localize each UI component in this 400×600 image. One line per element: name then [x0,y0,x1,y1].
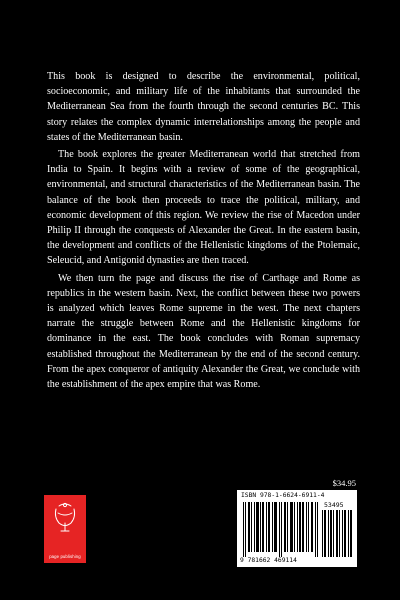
price-code-number: 53495 [324,501,344,509]
publisher-logo [44,495,86,563]
ean-digits: 9 781662 469114 [240,557,297,564]
ean-barcode-bars [243,502,319,557]
blurb-paragraph-3: We then turn the page and discuss the rise of Carthage and Rome as republics in the western basin. Next, the conflict between these two powers is analyzed which leaves Rome supreme in the west. The next chapters narrate the struggle between Rome and the Hellenistic kingdoms for dominance in the east. The book concludes with Roman supremacy established throughout the Mediterranean by the end of the second century. From the apex conqueror of antiquity Alexander the Great, we conclude with the establishment of the apex empire that was Rome. [47,272,360,391]
publisher-name: page publishing [49,554,81,559]
isbn-number: ISBN 978-1-6624-6911-4 [241,492,325,499]
isbn-barcode [237,490,357,567]
publisher-emblem-icon [44,495,86,545]
price-label: $34.95 [332,478,356,488]
back-cover-blurb [47,69,360,392]
blurb-paragraph-1: This book is designed to describe the environmental, political, socioeconomic, and military life of the inhabitants that surrounded the Mediterranean Sea from the fourth through the second centuries BC. This story relates the complex dynamic interrelationships among the people and states of the Mediterranean basin. [47,71,360,143]
price-code-bars [322,510,352,557]
blurb-paragraph-2: The book explores the greater Mediterranean world that stretched from India to Spain. It begins with a review of some of the geographical, environmental, and structural characteristics of the Mediterranean basin. The balance of the book then proceeds to trace the political, military, and economic development of this region. We review the rise of Macedon under Philip II through the conquests of Alexander the Great. In the eastern basin, the development and conflicts of the Hellenistic kingdoms of the Ptolemaic, Seleucid, and Antigonid dynasties are then traced. [47,149,360,267]
